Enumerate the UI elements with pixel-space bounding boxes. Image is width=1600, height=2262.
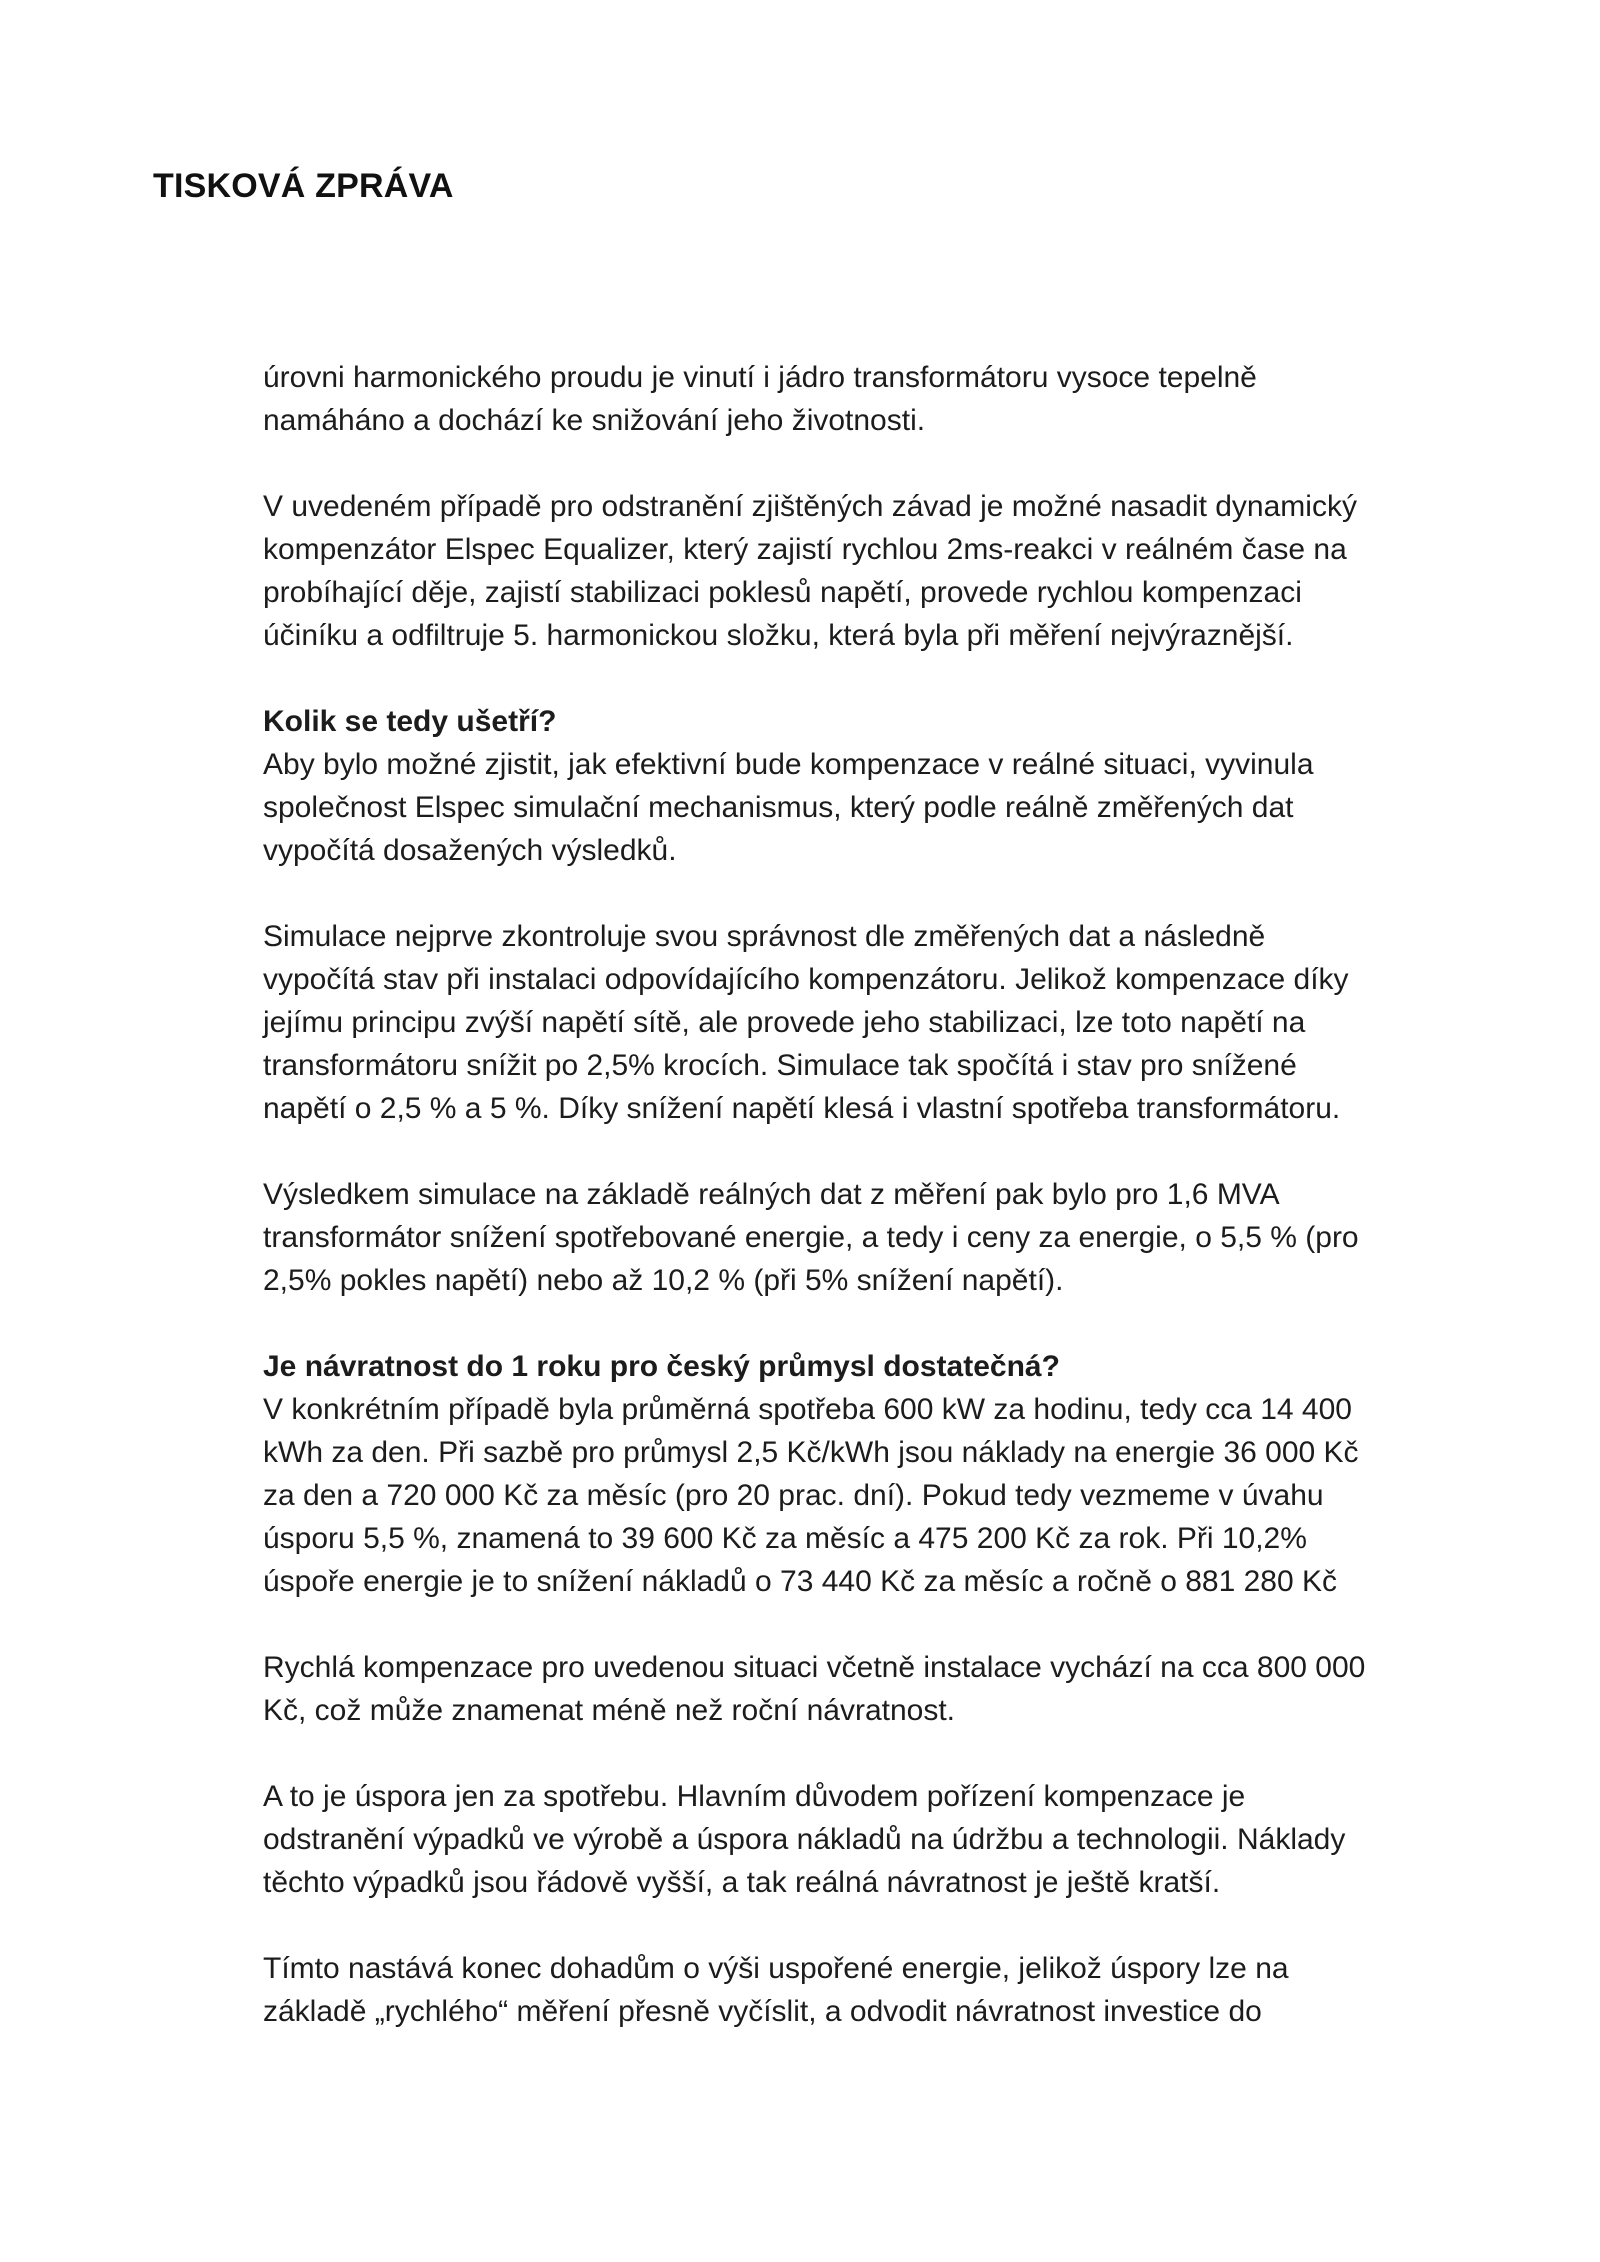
text-line: úrovni harmonického proudu je vinutí i jádro transformátoru vysoce tepelně xyxy=(263,361,1257,394)
text-line: A to je úspora jen za spotřebu. Hlavním důvodem pořízení kompenzace je xyxy=(263,1780,1246,1813)
text-line: těchto výpadků jsou řádově vyšší, a tak reálná návratnost je ještě kratší. xyxy=(263,1866,1221,1899)
text-line: napětí o 2,5 % a 5 %. Díky snížení napětí klesá i vlastní spotřeba transformátoru. xyxy=(263,1092,1341,1125)
text-line: za den a 720 000 Kč za měsíc (pro 20 prac. dní). Pokud tedy vezmeme v úvahu xyxy=(263,1479,1324,1512)
paragraph-results xyxy=(263,1173,1483,1302)
text-line: Kč, což může znamenat méně než roční návratnost. xyxy=(263,1694,956,1727)
text-line: úsporu 5,5 %, znamená to 39 600 Kč za měsíc a 475 200 Kč za rok. Při 10,2% xyxy=(263,1522,1307,1555)
paragraph-harmonics xyxy=(263,356,1483,442)
paragraph-savings xyxy=(263,700,1483,872)
text-line: Simulace nejprve zkontroluje svou správnost dle změřených dat a následně xyxy=(263,920,1266,953)
paragraph-outages xyxy=(263,1775,1483,1904)
text-line: účiníku a odfiltruje 5. harmonickou složku, která byla při měření nejvýraznější. xyxy=(263,619,1294,652)
text-line: společnost Elspec simulační mechanismus, který podle reálně změřených dat xyxy=(263,791,1294,824)
paragraph-conclusion xyxy=(263,1947,1483,2033)
text-line: jejímu principu zvýší napětí sítě, ale provede jeho stabilizaci, lze toto napětí na xyxy=(263,1006,1306,1039)
text-line: namáháno a dochází ke snižování jeho životnosti. xyxy=(263,404,926,437)
paragraph-equalizer xyxy=(263,485,1483,657)
text-line: kWh za den. Při sazbě pro průmysl 2,5 Kč/kWh jsou náklady na energie 36 000 Kč xyxy=(263,1436,1359,1469)
text-line: transformátor snížení spotřebované energie, a tedy i ceny za energie, o 5,5 % (pro xyxy=(263,1221,1359,1254)
text-line: Aby bylo možné zjistit, jak efektivní bude kompenzace v reálné situaci, vyvinula xyxy=(263,748,1314,781)
text-line: odstranění výpadků ve výrobě a úspora nákladů na údržbu a technologii. Náklady xyxy=(263,1823,1346,1856)
section-heading-savings: Kolik se tedy ušetří? xyxy=(263,705,557,738)
document-body xyxy=(263,356,1483,2076)
text-line: transformátoru snížit po 2,5% krocích. Simulace tak spočítá i stav pro snížené xyxy=(263,1049,1297,1082)
text-line: Tímto nastává konec dohadům o výši uspořené energie, jelikož úspory lze na xyxy=(263,1952,1289,1985)
text-line: vypočítá stav při instalaci odpovídajícího kompenzátoru. Jelikož kompenzace díky xyxy=(263,963,1349,996)
text-line: probíhající děje, zajistí stabilizaci poklesů napětí, provede rychlou kompenzaci xyxy=(263,576,1302,609)
paragraph-payback xyxy=(263,1345,1483,1603)
paragraph-compensation-cost xyxy=(263,1646,1483,1732)
text-line: Výsledkem simulace na základě reálných dat z měření pak bylo pro 1,6 MVA xyxy=(263,1178,1280,1211)
text-line: 2,5% pokles napětí) nebo až 10,2 % (při 5% snížení napětí). xyxy=(263,1264,1064,1297)
text-line: základě „rychlého“ měření přesně vyčíslit, a odvodit návratnost investice do xyxy=(263,1995,1262,2028)
paragraph-simulation xyxy=(263,915,1483,1130)
section-heading-payback: Je návratnost do 1 roku pro český průmysl dostatečná? xyxy=(263,1350,1060,1383)
text-line: vypočítá dosažených výsledků. xyxy=(263,834,677,867)
page-title: TISKOVÁ ZPRÁVA xyxy=(153,167,454,205)
text-line: úspoře energie je to snížení nákladů o 73 440 Kč za měsíc a ročně o 881 280 Kč xyxy=(263,1565,1338,1598)
text-line: V konkrétním případě byla průměrná spotřeba 600 kW za hodinu, tedy cca 14 400 xyxy=(263,1393,1352,1426)
text-line: kompenzátor Elspec Equalizer, který zajistí rychlou 2ms-reakci v reálném čase na xyxy=(263,533,1347,566)
text-line: Rychlá kompenzace pro uvedenou situaci včetně instalace vychází na cca 800 000 xyxy=(263,1651,1366,1684)
text-line: V uvedeném případě pro odstranění zjištěných závad je možné nasadit dynamický xyxy=(263,490,1357,523)
